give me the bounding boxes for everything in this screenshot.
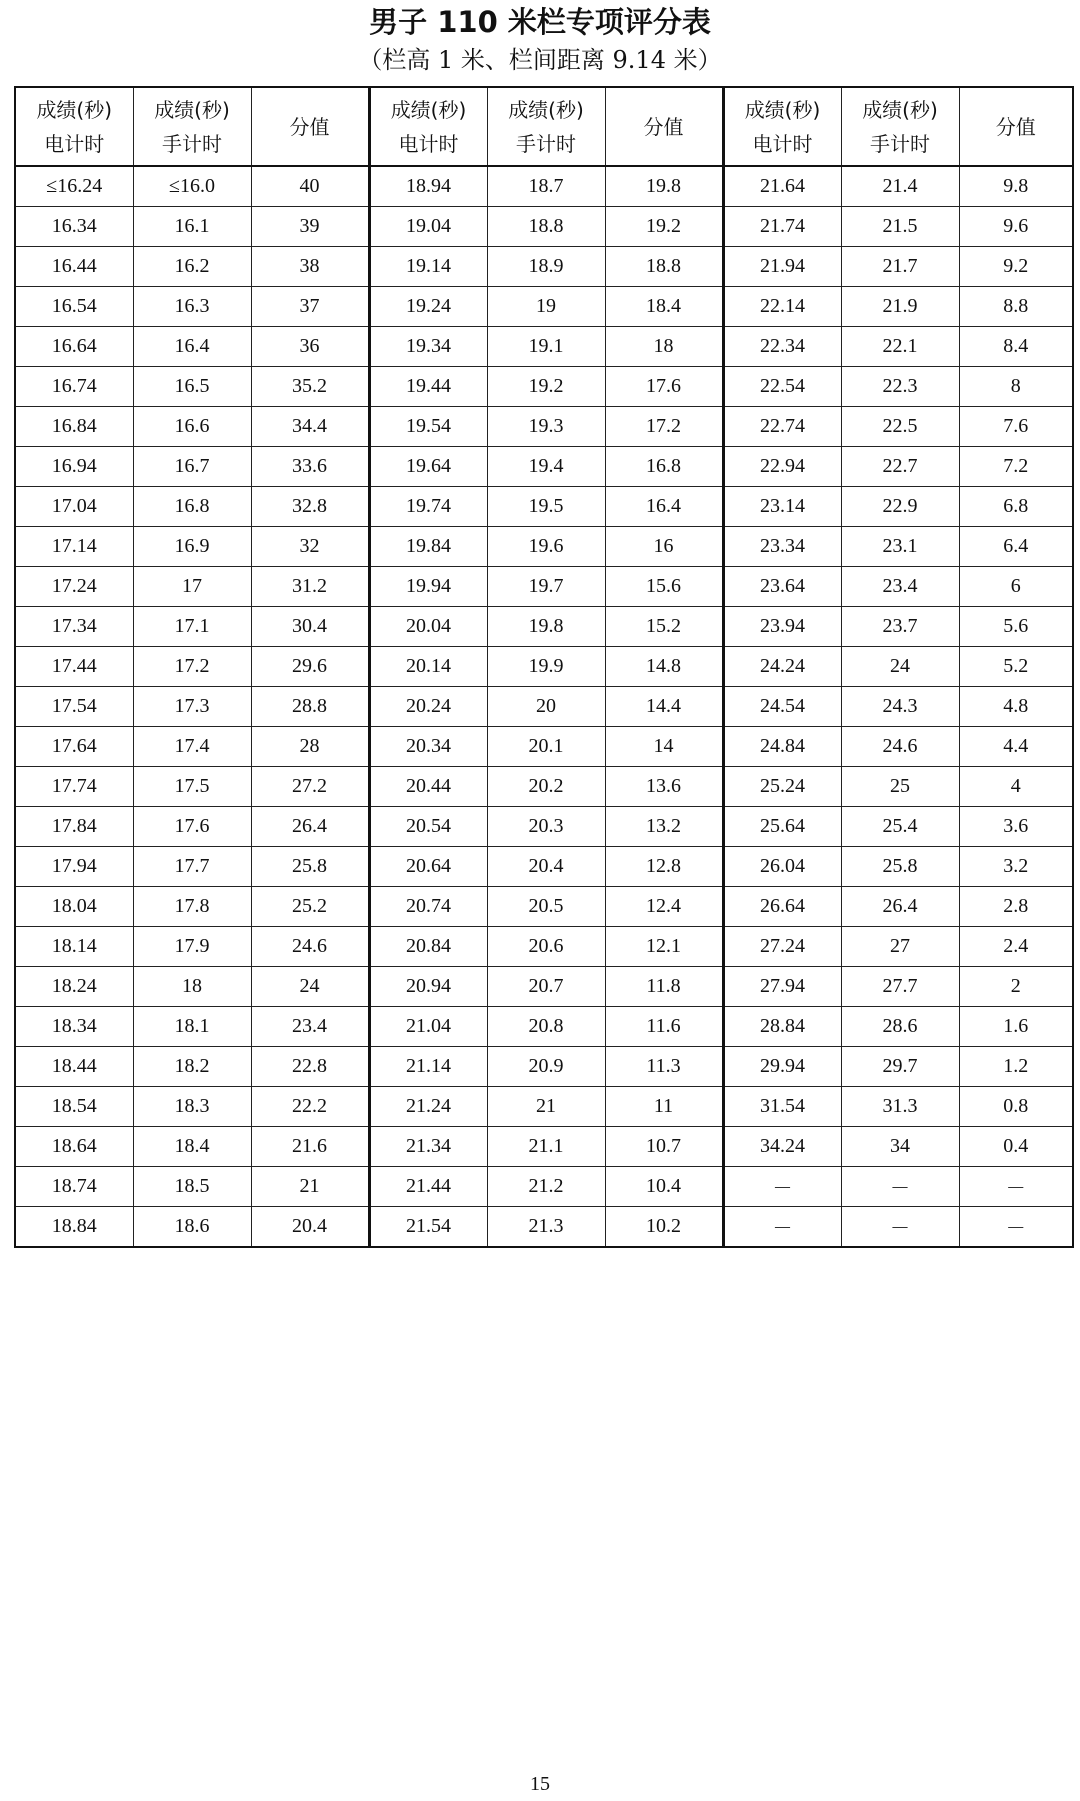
table-row (15, 447, 1073, 487)
hand-time-cell: 17.6 (133, 807, 251, 847)
electric-time-cell: 17.44 (15, 647, 133, 687)
electric-time-cell: 17.24 (15, 567, 133, 607)
electric-time-cell: 21.04 (369, 1007, 487, 1047)
score-cell: 34.4 (251, 407, 369, 447)
score-cell: 18.4 (605, 287, 723, 327)
score-cell: 9.6 (959, 207, 1073, 247)
hand-time-cell: 34 (841, 1127, 959, 1167)
electric-time-cell: 19.84 (369, 527, 487, 567)
header-hand-timing-3 (841, 87, 959, 166)
electric-time-cell: 28.84 (723, 1007, 841, 1047)
hand-time-cell: 26.4 (841, 887, 959, 927)
score-cell: 37 (251, 287, 369, 327)
electric-time-cell: 24.84 (723, 727, 841, 767)
score-cell: 9.2 (959, 247, 1073, 287)
header-timing-label: 手计时 (870, 131, 930, 156)
table-row (15, 847, 1073, 887)
hand-time-cell: 20.9 (487, 1047, 605, 1087)
hand-time-cell: 19.9 (487, 647, 605, 687)
hand-time-cell: 16.8 (133, 487, 251, 527)
score-cell: 2 (959, 967, 1073, 1007)
score-cell: 6 (959, 567, 1073, 607)
table-row (15, 687, 1073, 727)
hand-time-cell: 16.5 (133, 367, 251, 407)
electric-time-cell: 24.54 (723, 687, 841, 727)
hand-time-cell: 22.1 (841, 327, 959, 367)
table-row (15, 967, 1073, 1007)
hand-time-cell: 19.2 (487, 367, 605, 407)
score-cell: 13.6 (605, 767, 723, 807)
score-cell: 0.4 (959, 1127, 1073, 1167)
score-cell: 14 (605, 727, 723, 767)
score-cell: 22.2 (251, 1087, 369, 1127)
hand-time-cell: 20.3 (487, 807, 605, 847)
table-header-row (15, 87, 1073, 166)
table-row (15, 607, 1073, 647)
table-row (15, 927, 1073, 967)
electric-time-cell: － (723, 1167, 841, 1207)
hand-time-cell: 18.7 (487, 166, 605, 207)
table-row (15, 567, 1073, 607)
electric-time-cell: ≤16.24 (15, 166, 133, 207)
table-row (15, 327, 1073, 367)
table-row (15, 407, 1073, 447)
score-cell: 0.8 (959, 1087, 1073, 1127)
hand-time-cell: 22.5 (841, 407, 959, 447)
header-result-label: 成绩(秒) (862, 97, 938, 122)
score-cell: 31.2 (251, 567, 369, 607)
hand-time-cell: 19.1 (487, 327, 605, 367)
header-result-label: 成绩(秒) (744, 97, 821, 122)
hand-time-cell: 18.8 (487, 207, 605, 247)
header-hand-timing-2 (487, 87, 605, 166)
hand-time-cell: 16.4 (133, 327, 251, 367)
score-cell: 18 (605, 327, 723, 367)
score-cell: 18.8 (605, 247, 723, 287)
score-cell: 10.4 (605, 1167, 723, 1207)
score-cell: 32 (251, 527, 369, 567)
electric-time-cell: 20.44 (369, 767, 487, 807)
score-cell: 6.8 (959, 487, 1073, 527)
electric-time-cell: 21.94 (723, 247, 841, 287)
hand-time-cell: 18.3 (133, 1087, 251, 1127)
score-cell: 12.1 (605, 927, 723, 967)
score-cell: 3.2 (959, 847, 1073, 887)
table-row (15, 807, 1073, 847)
electric-time-cell: 27.94 (723, 967, 841, 1007)
score-cell: 8 (959, 367, 1073, 407)
score-cell: 28 (251, 727, 369, 767)
hand-time-cell: 19.3 (487, 407, 605, 447)
score-cell: 10.2 (605, 1207, 723, 1248)
score-cell: 11.6 (605, 1007, 723, 1047)
hand-time-cell: 20.1 (487, 727, 605, 767)
header-electric-timing-1 (15, 87, 133, 166)
table-row (15, 207, 1073, 247)
electric-time-cell: 17.34 (15, 607, 133, 647)
table-row (15, 1207, 1073, 1248)
score-cell: 25.2 (251, 887, 369, 927)
hand-time-cell: － (841, 1207, 959, 1248)
score-cell: 3.6 (959, 807, 1073, 847)
hand-time-cell: 20.2 (487, 767, 605, 807)
score-cell: 21 (251, 1167, 369, 1207)
hand-time-cell: 20.5 (487, 887, 605, 927)
electric-time-cell: 18.84 (15, 1207, 133, 1248)
table-row (15, 1007, 1073, 1047)
table-row (15, 1167, 1073, 1207)
hand-time-cell: 23.4 (841, 567, 959, 607)
header-result-label: 成绩(秒) (390, 97, 467, 122)
electric-time-cell: 21.54 (369, 1207, 487, 1248)
hand-time-cell: 18.2 (133, 1047, 251, 1087)
electric-time-cell: 17.64 (15, 727, 133, 767)
hand-time-cell: 19.7 (487, 567, 605, 607)
table-row (15, 1127, 1073, 1167)
hand-time-cell: － (841, 1167, 959, 1207)
score-cell: 22.8 (251, 1047, 369, 1087)
electric-time-cell: 19.64 (369, 447, 487, 487)
electric-time-cell: 17.84 (15, 807, 133, 847)
electric-time-cell: 22.94 (723, 447, 841, 487)
electric-time-cell: 19.74 (369, 487, 487, 527)
electric-time-cell: 19.54 (369, 407, 487, 447)
page-title: 男子 110 米栏专项评分表 (369, 5, 711, 39)
score-cell: 10.7 (605, 1127, 723, 1167)
table-row (15, 367, 1073, 407)
header-result-label: 成绩(秒) (154, 97, 230, 122)
score-cell: 30.4 (251, 607, 369, 647)
hand-time-cell: 19.6 (487, 527, 605, 567)
hand-time-cell: 16.2 (133, 247, 251, 287)
hand-time-cell: 17.7 (133, 847, 251, 887)
electric-time-cell: 23.94 (723, 607, 841, 647)
electric-time-cell: 21.24 (369, 1087, 487, 1127)
hand-time-cell: 25 (841, 767, 959, 807)
header-timing-label: 电计时 (398, 131, 459, 156)
score-cell: 5.2 (959, 647, 1073, 687)
electric-time-cell: 18.14 (15, 927, 133, 967)
table-row (15, 527, 1073, 567)
hand-time-cell: 16.3 (133, 287, 251, 327)
score-cell: 8.4 (959, 327, 1073, 367)
hand-time-cell: 17.5 (133, 767, 251, 807)
score-cell: 17.6 (605, 367, 723, 407)
header-score-1: 分值 (251, 87, 369, 166)
score-cell: 32.8 (251, 487, 369, 527)
page-subtitle: （栏高 1 米、栏间距离 9.14 米） (358, 46, 722, 74)
score-cell: － (959, 1167, 1073, 1207)
header-timing-label: 电计时 (752, 131, 813, 156)
electric-time-cell: 34.24 (723, 1127, 841, 1167)
hand-time-cell: 18.6 (133, 1207, 251, 1248)
electric-time-cell: 16.94 (15, 447, 133, 487)
hand-time-cell: 27.7 (841, 967, 959, 1007)
hand-time-cell: 25.4 (841, 807, 959, 847)
score-cell: 38 (251, 247, 369, 287)
electric-time-cell: 20.74 (369, 887, 487, 927)
score-cell: 5.6 (959, 607, 1073, 647)
electric-time-cell: 16.84 (15, 407, 133, 447)
header-result-label: 成绩(秒) (36, 97, 113, 122)
electric-time-cell: 16.34 (15, 207, 133, 247)
electric-time-cell: 18.24 (15, 967, 133, 1007)
hand-time-cell: 16.9 (133, 527, 251, 567)
hand-time-cell: 17 (133, 567, 251, 607)
electric-time-cell: 17.74 (15, 767, 133, 807)
score-cell: 16.4 (605, 487, 723, 527)
score-table (14, 86, 1074, 1248)
hand-time-cell: 20 (487, 687, 605, 727)
electric-time-cell: 16.74 (15, 367, 133, 407)
electric-time-cell: 20.84 (369, 927, 487, 967)
electric-time-cell: － (723, 1207, 841, 1248)
score-cell: 25.8 (251, 847, 369, 887)
score-cell: 11 (605, 1087, 723, 1127)
table-row (15, 1087, 1073, 1127)
hand-time-cell: 17.4 (133, 727, 251, 767)
electric-time-cell: 22.34 (723, 327, 841, 367)
score-cell: 4.8 (959, 687, 1073, 727)
score-cell: 24 (251, 967, 369, 1007)
table-row (15, 1047, 1073, 1087)
score-cell: 1.6 (959, 1007, 1073, 1047)
table-row (15, 166, 1073, 207)
header-timing-label: 手计时 (162, 131, 222, 156)
score-cell: 17.2 (605, 407, 723, 447)
score-cell: 7.2 (959, 447, 1073, 487)
score-cell: 21.6 (251, 1127, 369, 1167)
hand-time-cell: 21.3 (487, 1207, 605, 1248)
electric-time-cell: 25.64 (723, 807, 841, 847)
header-score-2: 分值 (605, 87, 723, 166)
hand-time-cell: 31.3 (841, 1087, 959, 1127)
hand-time-cell: 24.6 (841, 727, 959, 767)
electric-time-cell: 18.54 (15, 1087, 133, 1127)
electric-time-cell: 20.24 (369, 687, 487, 727)
hand-time-cell: 18.1 (133, 1007, 251, 1047)
hand-time-cell: 28.6 (841, 1007, 959, 1047)
table-row (15, 287, 1073, 327)
electric-time-cell: 21.64 (723, 166, 841, 207)
table-row (15, 647, 1073, 687)
electric-time-cell: 16.44 (15, 247, 133, 287)
header-hand-timing-1 (133, 87, 251, 166)
score-cell: 29.6 (251, 647, 369, 687)
hand-time-cell: 21.9 (841, 287, 959, 327)
score-cell: 16.8 (605, 447, 723, 487)
hand-time-cell: 17.1 (133, 607, 251, 647)
electric-time-cell: 23.64 (723, 567, 841, 607)
hand-time-cell: 21.2 (487, 1167, 605, 1207)
score-cell: 27.2 (251, 767, 369, 807)
score-cell: 11.3 (605, 1047, 723, 1087)
hand-time-cell: 17.8 (133, 887, 251, 927)
hand-time-cell: 17.2 (133, 647, 251, 687)
header-electric-timing-2 (369, 87, 487, 166)
electric-time-cell: 31.54 (723, 1087, 841, 1127)
score-cell: 1.2 (959, 1047, 1073, 1087)
electric-time-cell: 23.34 (723, 527, 841, 567)
hand-time-cell: 16.1 (133, 207, 251, 247)
score-cell: 11.8 (605, 967, 723, 1007)
score-cell: 24.6 (251, 927, 369, 967)
electric-time-cell: 20.54 (369, 807, 487, 847)
hand-time-cell: 20.4 (487, 847, 605, 887)
electric-time-cell: 23.14 (723, 487, 841, 527)
hand-time-cell: 24.3 (841, 687, 959, 727)
electric-time-cell: 18.44 (15, 1047, 133, 1087)
electric-time-cell: 27.24 (723, 927, 841, 967)
hand-time-cell: 16.6 (133, 407, 251, 447)
hand-time-cell: 19.8 (487, 607, 605, 647)
hand-time-cell: 23.1 (841, 527, 959, 567)
electric-time-cell: 29.94 (723, 1047, 841, 1087)
hand-time-cell: 22.9 (841, 487, 959, 527)
hand-time-cell: 18 (133, 967, 251, 1007)
score-cell: 14.8 (605, 647, 723, 687)
electric-time-cell: 20.64 (369, 847, 487, 887)
hand-time-cell: 22.7 (841, 447, 959, 487)
table-row (15, 767, 1073, 807)
score-cell: 7.6 (959, 407, 1073, 447)
electric-time-cell: 16.64 (15, 327, 133, 367)
score-cell: 9.8 (959, 166, 1073, 207)
electric-time-cell: 22.74 (723, 407, 841, 447)
header-timing-label: 手计时 (516, 131, 576, 156)
hand-time-cell: 19.4 (487, 447, 605, 487)
header-score-3: 分值 (959, 87, 1073, 166)
score-cell: 12.4 (605, 887, 723, 927)
score-cell: 23.4 (251, 1007, 369, 1047)
electric-time-cell: 17.14 (15, 527, 133, 567)
hand-time-cell: ≤16.0 (133, 166, 251, 207)
electric-time-cell: 22.14 (723, 287, 841, 327)
electric-time-cell: 21.74 (723, 207, 841, 247)
electric-time-cell: 19.24 (369, 287, 487, 327)
score-cell: 15.2 (605, 607, 723, 647)
electric-time-cell: 17.04 (15, 487, 133, 527)
hand-time-cell: 21.7 (841, 247, 959, 287)
hand-time-cell: 17.3 (133, 687, 251, 727)
hand-time-cell: 27 (841, 927, 959, 967)
score-cell: 4.4 (959, 727, 1073, 767)
score-cell: 36 (251, 327, 369, 367)
score-cell: 13.2 (605, 807, 723, 847)
hand-time-cell: 18.4 (133, 1127, 251, 1167)
hand-time-cell: 21.5 (841, 207, 959, 247)
electric-time-cell: 20.04 (369, 607, 487, 647)
score-cell: 35.2 (251, 367, 369, 407)
score-cell: 39 (251, 207, 369, 247)
electric-time-cell: 17.54 (15, 687, 133, 727)
score-cell: 28.8 (251, 687, 369, 727)
score-cell: 6.4 (959, 527, 1073, 567)
hand-time-cell: 18.5 (133, 1167, 251, 1207)
page-number: 15 (530, 1773, 550, 1795)
electric-time-cell: 22.54 (723, 367, 841, 407)
electric-time-cell: 18.64 (15, 1127, 133, 1167)
score-cell: 26.4 (251, 807, 369, 847)
table-row (15, 887, 1073, 927)
electric-time-cell: 18.94 (369, 166, 487, 207)
header-electric-timing-3 (723, 87, 841, 166)
score-cell: 4 (959, 767, 1073, 807)
score-cell: 19.2 (605, 207, 723, 247)
electric-time-cell: 26.04 (723, 847, 841, 887)
electric-time-cell: 21.14 (369, 1047, 487, 1087)
electric-time-cell: 24.24 (723, 647, 841, 687)
electric-time-cell: 21.44 (369, 1167, 487, 1207)
score-cell: 33.6 (251, 447, 369, 487)
table-row (15, 487, 1073, 527)
electric-time-cell: 20.14 (369, 647, 487, 687)
hand-time-cell: 18.9 (487, 247, 605, 287)
score-cell: 12.8 (605, 847, 723, 887)
score-cell: 40 (251, 166, 369, 207)
score-cell: 15.6 (605, 567, 723, 607)
hand-time-cell: 17.9 (133, 927, 251, 967)
electric-time-cell: 19.34 (369, 327, 487, 367)
hand-time-cell: 22.3 (841, 367, 959, 407)
score-cell: 8.8 (959, 287, 1073, 327)
hand-time-cell: 21 (487, 1087, 605, 1127)
electric-time-cell: 17.94 (15, 847, 133, 887)
hand-time-cell: 16.7 (133, 447, 251, 487)
score-cell: 2.8 (959, 887, 1073, 927)
hand-time-cell: 20.7 (487, 967, 605, 1007)
hand-time-cell: 23.7 (841, 607, 959, 647)
hand-time-cell: 20.8 (487, 1007, 605, 1047)
electric-time-cell: 16.54 (15, 287, 133, 327)
electric-time-cell: 19.94 (369, 567, 487, 607)
electric-time-cell: 19.14 (369, 247, 487, 287)
header-result-label: 成绩(秒) (508, 97, 584, 122)
table-row (15, 727, 1073, 767)
electric-time-cell: 26.64 (723, 887, 841, 927)
hand-time-cell: 25.8 (841, 847, 959, 887)
electric-time-cell: 19.44 (369, 367, 487, 407)
hand-time-cell: 20.6 (487, 927, 605, 967)
hand-time-cell: 29.7 (841, 1047, 959, 1087)
electric-time-cell: 18.04 (15, 887, 133, 927)
hand-time-cell: 21.1 (487, 1127, 605, 1167)
hand-time-cell: 19 (487, 287, 605, 327)
hand-time-cell: 19.5 (487, 487, 605, 527)
score-cell: 14.4 (605, 687, 723, 727)
header-timing-label: 电计时 (44, 131, 105, 156)
score-cell: 19.8 (605, 166, 723, 207)
electric-time-cell: 25.24 (723, 767, 841, 807)
table-row (15, 247, 1073, 287)
electric-time-cell: 20.94 (369, 967, 487, 1007)
electric-time-cell: 20.34 (369, 727, 487, 767)
hand-time-cell: 21.4 (841, 166, 959, 207)
score-cell: 16 (605, 527, 723, 567)
table-body (15, 166, 1073, 1247)
hand-time-cell: 24 (841, 647, 959, 687)
score-cell: 20.4 (251, 1207, 369, 1248)
electric-time-cell: 18.74 (15, 1167, 133, 1207)
score-cell: 2.4 (959, 927, 1073, 967)
score-cell: － (959, 1207, 1073, 1248)
electric-time-cell: 21.34 (369, 1127, 487, 1167)
electric-time-cell: 19.04 (369, 207, 487, 247)
electric-time-cell: 18.34 (15, 1007, 133, 1047)
